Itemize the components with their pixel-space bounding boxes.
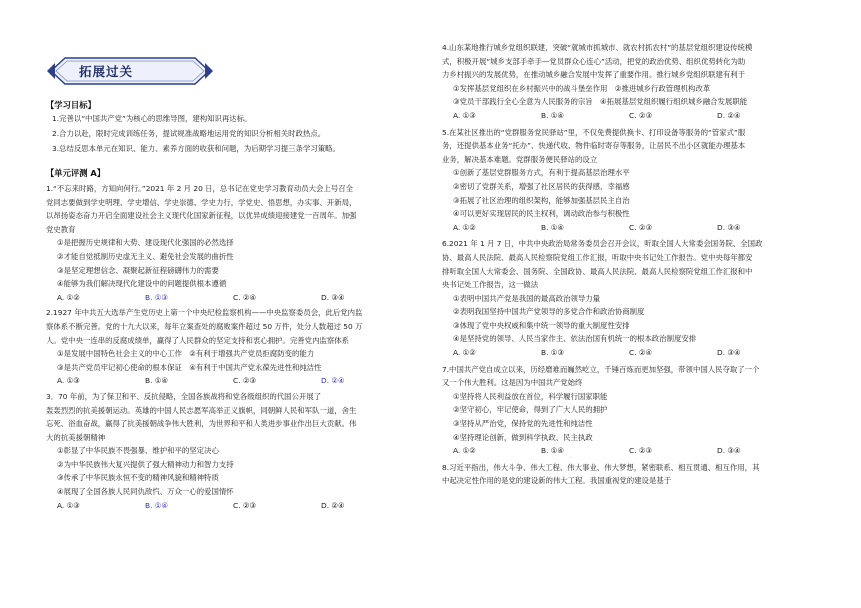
answer-choice[interactable]: A. ①②: [453, 222, 476, 232]
answer-choice[interactable]: C. ②③: [629, 446, 653, 456]
answer-choice[interactable]: D. ②④: [321, 376, 345, 386]
question-stem-line: 6.2021 年 1 月 7 日，中共中央政治局常务委员会召开会议，听取全国人大常委会国务院、全国政: [442, 239, 763, 249]
answer-choice[interactable]: A. ①②: [57, 292, 80, 302]
question-stem-line: 2.1927 年中共五大选举产生党历史上第一个中央纪检监察机构——中央监察委员会，此后党内监: [46, 308, 363, 318]
question-block: [442, 237, 822, 359]
question-stem-line: 1.“不忘来时路，方知向何行。”2021 年 2 月 20 日，总书记在党史学习教育动员大会上号召全: [46, 184, 353, 193]
question-stem-line: 协、最高人民法院、最高人民检察院党组工作汇报，听取中央书记处工作报告。党中央每年都安: [442, 252, 753, 262]
left-question-list: [46, 182, 426, 514]
answer-choice[interactable]: A. ①③: [57, 500, 80, 510]
question-stem-line: 务，还提供基本业务“托办”、快递代收、物件临时寄存等服务，让居民不出小区就能办理基本: [442, 141, 746, 151]
answer-choice[interactable]: B. ①③: [145, 292, 169, 302]
question-stem-line: 排听取全国人大常委会、国务院、全国政协、最高人民法院、最高人民检察院党组工作汇报和中: [442, 266, 753, 276]
objectives-heading: 【学习目标】: [46, 100, 96, 110]
question-option: ②密切了党群关系，增强了社区居民的获得感、幸福感: [453, 181, 630, 191]
question-stem-line: 察体系不断完善。党的十九大以来，每年立案查处的腐败案件超过 50 万件，处分人数超过 50 万: [46, 321, 363, 331]
question-option: ①是把握历史规律和大势、建设现代化强国的必然选择: [57, 238, 234, 248]
answer-choice[interactable]: B. ①④: [541, 222, 565, 232]
question-option: ④能够为我们解决现代化建设中的问题提供根本遵循: [57, 279, 227, 289]
question-option: ②坚守初心，牢记使命，得到了广大人民的拥护: [453, 405, 608, 415]
answer-choice[interactable]: D. ③④: [321, 292, 345, 302]
answer-choice[interactable]: D. ②④: [321, 500, 345, 510]
question-block: [46, 306, 426, 388]
question-block: [46, 390, 426, 512]
answer-choice[interactable]: C. ②③: [233, 500, 257, 510]
question-option: ③是共产党员牢记初心使命的根本保证 ④有利于中国共产党永葆先进性和纯洁性: [57, 362, 322, 372]
answer-choice[interactable]: A. ①②: [453, 446, 476, 456]
question-stem-line: 央书记处工作报告，这一做法: [442, 280, 539, 290]
question-option: ④可以更好实现居民的民主权利，调动政治参与积极性: [453, 209, 630, 219]
answer-choice[interactable]: D. ③④: [717, 446, 741, 456]
question-block: [442, 41, 822, 123]
question-option: ③党员干部践行全心全意为人民服务的宗旨 ④拓展基层党组织履行组织城乡融合发展职能: [453, 97, 748, 107]
answer-choice[interactable]: D. ③④: [717, 348, 741, 358]
right-question-list: [442, 41, 822, 491]
question-stem-line: 式，积极开展“城乡支部手牵手—党员群众心连心”活动，把党的政治优势、组织优势转化为助: [442, 56, 746, 66]
answer-choice[interactable]: B. ①④: [145, 376, 169, 386]
question-stem-line: 又一个伟大胜利。这是因为中国共产党始终: [442, 378, 583, 388]
question-option: ③坚持从严治党，保持党的先进性和纯洁性: [453, 419, 593, 429]
objective-item: 3.总结反思本单元在知识、能力、素养方面的收获和问题，为后期学习提三条学习策略。: [52, 144, 340, 153]
right-column: [442, 0, 834, 608]
answer-choice[interactable]: B. ①④: [145, 500, 169, 510]
question-option: ①是发展中国特色社会主义的中心工作 ②有利于增强共产党员拒腐防变的能力: [57, 349, 315, 359]
answer-choice[interactable]: D. ③④: [717, 222, 741, 232]
answer-choice[interactable]: A. ①②: [453, 348, 476, 358]
banner-title: 拓展过关: [79, 64, 134, 79]
question-stem-line: 8.习近平指出，伟大斗争、伟大工程、伟大事业、伟大梦想，紧密联系、相互贯通、相互作用，其: [442, 462, 760, 472]
answer-choice[interactable]: B. ①④: [541, 110, 565, 120]
question-stem-line: 业务，解决基本难题。党群服务便民驿站的设立: [442, 154, 598, 164]
answer-choice[interactable]: B. ①③: [541, 348, 565, 358]
question-option: ③拓展了社区治理的组织架构，能够加强基层民主自治: [453, 195, 630, 205]
objective-item: 2.合力以赴，限时完成训练任务，提试规准战略地运用党的知识分析相关时政热点。: [52, 129, 326, 138]
question-stem-line: 7.中国共产党自成立以来，历经磨难而巍然屹立，千锤百炼而更加坚强，带领中国人民夺取了一个: [442, 364, 760, 374]
unit-test-heading: 【单元评测 A】: [46, 168, 106, 178]
question-option: ④是坚持党的领导、人民当家作主、依法治国有机统一的根本政治制度安排: [453, 334, 697, 344]
answer-choice[interactable]: C. ②③: [629, 110, 653, 120]
question-option: ③传承了中华民族永恒不变的精神风貌和精神特质: [57, 473, 219, 483]
question-option: ③是坚定理想信念、凝聚起新征程磅礴伟力的需要: [57, 265, 219, 275]
question-stem-line: 以昂扬姿态奋力开启全面建设社会主义现代化国家新征程，以优异成绩迎接建党一百周年。加强: [46, 211, 357, 221]
question-stem-line: 轰轰烈烈的抗美援朝运动。英雄的中国人民志愿军高举正义旗帜，同朝鲜人民和军队一道，舍生: [46, 405, 357, 415]
answer-choices: [46, 374, 426, 388]
question-option: ②表明我国坚持中国共产党领导的多党合作和政治协商制度: [453, 307, 645, 317]
question-stem-line: 党史教育: [46, 224, 76, 234]
question-stem-line: 3．70 年前，为了保卫和平、反抗侵略，全国各族战将和党各级组织的代国公开展了: [46, 391, 322, 401]
question-block: [442, 461, 822, 488]
answer-choices: [442, 346, 822, 360]
question-stem-line: 4.山东某地推行城乡党组织联建，突破“就城市抓城市、就农村抓农村”的基层党组织建设传统模: [442, 43, 753, 52]
question-stem-line: 大的抗美援朝精神: [46, 432, 106, 442]
question-stem-line: 党同志要做到学史明理、学史增信、学史崇德、学史力行，学党史、悟思想，办实事、开新局，: [46, 197, 357, 207]
answer-choice[interactable]: D. ②④: [717, 110, 741, 120]
question-option: ①发挥基层党组织在乡村振兴中的战斗堡垒作用 ②推进城乡行政管理机构改革: [453, 83, 711, 93]
question-block: [442, 126, 822, 235]
question-option: ①彰显了中华民族不畏强暴、维护和平的坚定决心: [57, 446, 219, 456]
answer-choices: [442, 109, 822, 123]
left-column: [35, 0, 427, 608]
answer-choice[interactable]: C. ②③: [233, 376, 257, 386]
question-stem-line: 5.在某社区推出的“党群服务党民驿站”里，不仅免费提供换卡、打印设备等服务的“管家式”服: [442, 127, 746, 137]
question-option: ②为中华民族伟大复兴提供了强大精神动力和智力支持: [57, 459, 234, 469]
question-block: [442, 363, 822, 458]
question-block: [46, 182, 426, 304]
question-stem-line: 力乡村振兴的发展优势，在推动城乡融合发展中发挥了重要作用。推行城乡党组织联建有利于: [442, 70, 746, 80]
question-option: ④展现了全国各族人民同仇敌忾、万众一心的爱国情怀: [57, 487, 234, 497]
answer-choice[interactable]: C. ②④: [629, 348, 653, 358]
answer-choice[interactable]: A. ①③: [57, 376, 80, 386]
question-option: ①坚持将人民利益放在首位，科学履行国家职能: [453, 391, 608, 401]
question-stem-line: 中起决定性作用的是党的建设新的伟大工程。我国重视党的建设是基于: [442, 476, 672, 486]
question-option: ④坚持理论创新，做到科学执政、民主执政: [453, 432, 593, 442]
question-option: ③体现了党中央权威和集中统一领导的重大制度性安排: [453, 320, 630, 330]
answer-choice[interactable]: B. ①④: [541, 446, 565, 456]
objective-item: 1.完善以“中国共产党”为核心的思维导图，建构知识再达标。: [52, 114, 252, 123]
answer-choices: [442, 221, 822, 235]
question-option: ②才能自觉抵制历史虚无主义、避免社会发展的曲折性: [57, 251, 234, 261]
answer-choice[interactable]: C. ②③: [629, 222, 653, 232]
answer-choices: [46, 291, 426, 305]
answer-choice[interactable]: C. ②④: [233, 292, 257, 302]
answer-choices: [46, 499, 426, 513]
question-option: ①创新了基层党群服务方式，有利于提高基层治理水平: [453, 168, 630, 178]
answer-choice[interactable]: A. ①③: [453, 110, 476, 120]
question-stem-line: 忘死、浴血奋战，赢得了抗美援朝战争伟大胜利，为世界和平和人类进步事业作出巨大贡献。伟: [46, 419, 357, 429]
question-option: ①表明中国共产党是我国的最高政治领导力量: [453, 293, 601, 303]
section-banner: [45, 55, 215, 87]
question-stem-line: 人。党中央一连串的反腐成绩单，赢得了人民群众的坚定支持和衷心拥护。完善党内监察体系: [46, 335, 350, 345]
answer-choices: [442, 444, 822, 458]
